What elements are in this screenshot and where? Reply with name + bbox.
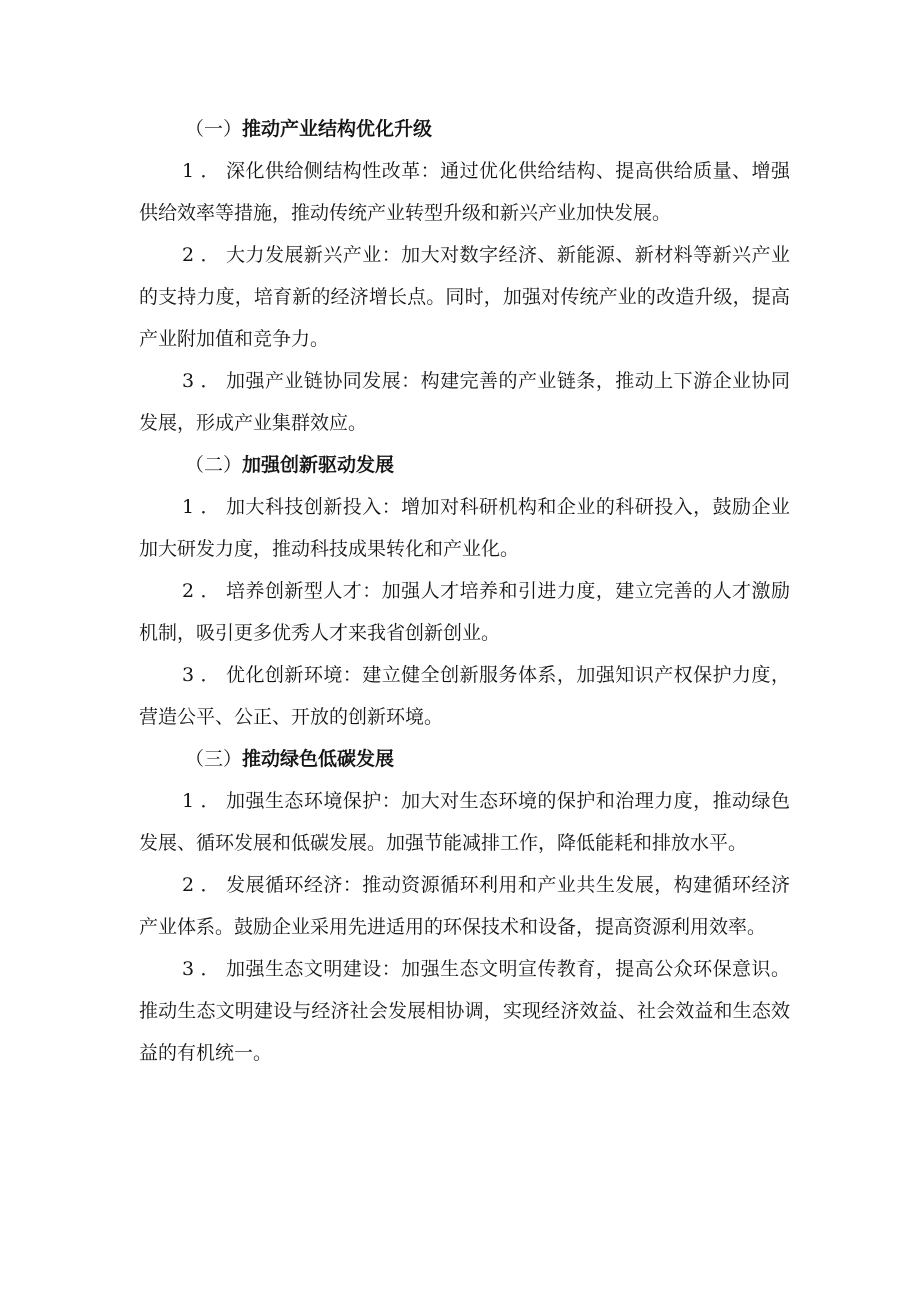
paragraph <box>139 360 790 444</box>
paragraph-text: 培养创新型人才：加强人才培养和引进力度，建立完善的人才激励机制，吸引更多优秀人才来我省创新创业。 <box>139 580 790 644</box>
paragraph <box>139 948 790 1074</box>
paragraph <box>139 654 790 738</box>
paragraph-text: 深化供给侧结构性改革：通过优化供给结构、提高供给质量、增强供给效率等措施，推动传统产业转型升级和新兴产业加快发展。 <box>139 160 790 224</box>
section-title: 推动绿色低碳发展 <box>242 748 395 770</box>
paragraph-text: 发展循环经济：推动资源循环利用和产业共生发展，构建循环经济产业体系。鼓励企业采用先进适用的环保技术和设备，提高资源利用效率。 <box>139 874 790 938</box>
section-heading <box>139 738 790 780</box>
paragraph-text: 大力发展新兴产业：加大对数字经济、新能源、新材料等新兴产业的支持力度，培育新的经济增长点。同时，加强对传统产业的改造升级，提高产业附加值和竞争力。 <box>139 244 790 350</box>
section-number: （二） <box>185 454 243 476</box>
paragraph <box>139 570 790 654</box>
paragraph-text: 加强生态文明建设：加强生态文明宣传教育，提高公众环保意识。推动生态文明建设与经济社会发展相协调，实现经济效益、社会效益和生态效益的有机统一。 <box>139 958 790 1064</box>
item-number: 3． <box>182 664 227 686</box>
section-title: 加强创新驱动发展 <box>242 454 395 476</box>
section-heading <box>139 444 790 486</box>
item-number: 3． <box>182 370 227 392</box>
section-title: 推动产业结构优化升级 <box>242 118 433 140</box>
item-number: 1． <box>182 790 227 812</box>
section-number: （一） <box>185 118 243 140</box>
paragraph <box>139 150 790 234</box>
item-number: 2． <box>182 244 227 266</box>
section-heading <box>139 108 790 150</box>
item-number: 2． <box>182 874 227 896</box>
paragraph <box>139 486 790 570</box>
paragraph-text: 加强生态环境保护：加大对生态环境的保护和治理力度，推动绿色发展、循环发展和低碳发展。加强节能减排工作，降低能耗和排放水平。 <box>139 790 790 854</box>
document-body <box>139 108 790 1074</box>
item-number: 3． <box>182 958 227 980</box>
paragraph <box>139 780 790 864</box>
paragraph-text: 加大科技创新投入：增加对科研机构和企业的科研投入，鼓励企业加大研发力度，推动科技成果转化和产业化。 <box>139 496 790 560</box>
item-number: 1． <box>182 160 227 182</box>
paragraph-text: 优化创新环境：建立健全创新服务体系，加强知识产权保护力度，营造公平、公正、开放的创新环境。 <box>139 664 790 728</box>
paragraph <box>139 234 790 360</box>
paragraph-text: 加强产业链协同发展：构建完善的产业链条，推动上下游企业协同发展，形成产业集群效应。 <box>139 370 790 434</box>
paragraph <box>139 864 790 948</box>
item-number: 1． <box>182 496 227 518</box>
item-number: 2． <box>182 580 227 602</box>
section-number: （三） <box>185 748 243 770</box>
